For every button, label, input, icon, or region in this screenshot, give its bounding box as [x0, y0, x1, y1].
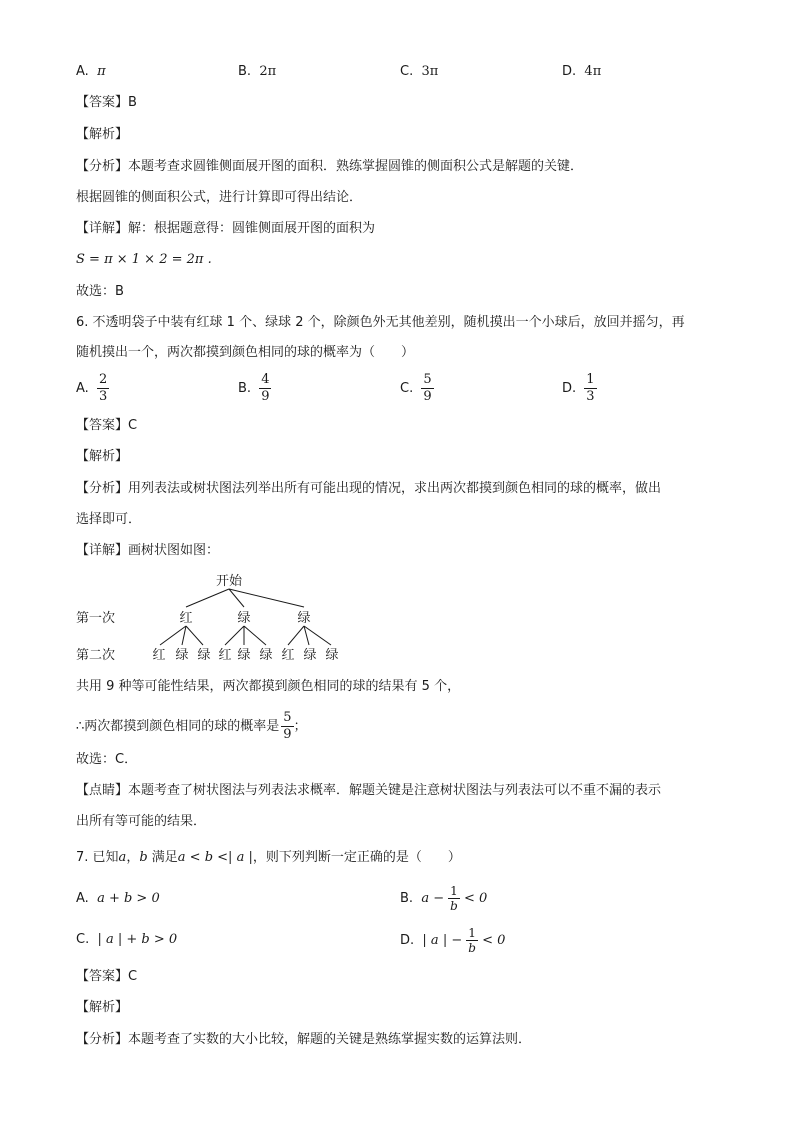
tree-second-8: 绿 — [303, 648, 317, 663]
tree-edge-2-3 — [244, 626, 266, 645]
q5-formula: S = π × 1 × 2 = 2π . — [76, 252, 212, 267]
q5-option-a: A. π — [76, 64, 106, 79]
q6-option-a: A. $\frac{2}{3}$ — [76, 372, 108, 404]
q6-stem-line-2: 随机摸出一个，两次都摸到颜色相同的球的概率为（ ） — [76, 345, 415, 360]
tree-second-6: 绿 — [259, 648, 273, 663]
tree-edge-2-1 — [225, 626, 244, 645]
q6-answer: 【答案】C — [76, 418, 138, 433]
q6-fenxi-2: 选择即可． — [76, 512, 142, 527]
q7-option-b: B. a − $\frac{1}{b}$ < 0 — [400, 884, 488, 913]
tree-edge-3-1 — [288, 626, 304, 645]
tree-second-2: 绿 — [175, 648, 189, 663]
q7-stem: 7. 已知a，b 满足a < b <| a |，则下列判断一定正确的是（ ） — [76, 850, 461, 865]
q6-option-d: D. $\frac{1}{3}$ — [562, 372, 595, 404]
q6-result-1: 共用 9 种等可能性结果，两次都摸到颜色相同的球的结果有 5 个， — [76, 679, 461, 694]
q7-option-d: D. | a | − $\frac{1}{b}$ < 0 — [400, 926, 506, 955]
tree-second-9: 绿 — [325, 648, 339, 663]
tree-second-1: 红 — [152, 648, 166, 663]
q7-analysis-heading: 【解析】 — [76, 1000, 129, 1015]
q6-dianjing-2: 出所有等可能的结果． — [76, 814, 207, 829]
q5-analysis-heading: 【解析】 — [76, 127, 129, 142]
q6-result-2: ∴两次都摸到颜色相同的球的概率是 $\frac{5}{9}$ ； — [76, 710, 307, 742]
q6-analysis-heading: 【解析】 — [76, 449, 129, 464]
q6-choose: 故选：C． — [76, 752, 138, 767]
tree-edge-root-1 — [186, 589, 229, 607]
tree-edge-1-3 — [186, 626, 203, 645]
q6-fenxi-1: 【分析】用列表法或树状图法列举出所有可能出现的情况，求出两次都摸到颜色相同的球的概率，做出 — [76, 481, 662, 496]
q5-fenxi-2: 根据圆锥的侧面积公式，进行计算即可得出结论． — [76, 190, 363, 205]
q6-option-c: C. $\frac{5}{9}$ — [400, 372, 432, 404]
q7-option-b-fraction: $\frac{1}{b}$ — [450, 884, 458, 913]
tree-first-3: 绿 — [297, 611, 311, 626]
q6-result-fraction: $\frac{5}{9}$ — [283, 710, 292, 742]
tree-root: 开始 — [215, 574, 243, 589]
q6-option-b: B. $\frac{4}{9}$ — [238, 372, 270, 404]
q7-answer: 【答案】C — [76, 969, 138, 984]
q6-option-d-fraction: $\frac{1}{3}$ — [586, 372, 595, 404]
tree-diagram — [76, 572, 366, 664]
tree-first-1: 红 — [179, 611, 193, 626]
q6-option-a-fraction: $\frac{2}{3}$ — [98, 372, 108, 404]
q6-option-b-fraction: $\frac{4}{9}$ — [261, 372, 270, 404]
q5-option-b: B. 2π — [238, 64, 277, 79]
tree-row1-label: 第一次 — [76, 611, 116, 626]
tree-second-3: 绿 — [197, 648, 211, 663]
q6-dianjing-1: 【点睛】本题考查了树状图法与列表法求概率．解题关键是注意树状图法与列表法可以不重不漏的表示 — [76, 783, 662, 798]
q6-option-c-fraction: $\frac{5}{9}$ — [423, 372, 432, 404]
tree-second-5: 绿 — [237, 648, 251, 663]
q5-option-d: D. 4π — [562, 64, 602, 79]
q7-option-d-fraction: $\frac{1}{b}$ — [468, 926, 476, 955]
q5-fenxi: 【分析】本题考查求圆锥侧面展开图的面积．熟练掌握圆锥的侧面积公式是解题的关键． — [76, 159, 584, 174]
tree-first-2: 绿 — [237, 611, 251, 626]
q5-option-c: C. 3π — [400, 64, 439, 79]
tree-row2-label: 第二次 — [76, 648, 116, 663]
q5-choose: 故选：B — [76, 284, 124, 299]
q6-stem-line-1: 6. 不透明袋子中装有红球 1 个、绿球 2 个，除颜色外无其他差别，随机摸出一个小球后，放回并摇匀，再 — [76, 315, 685, 330]
q5-detail: 【详解】解：根据题意得：圆锥侧面展开图的面积为 — [76, 221, 376, 236]
q7-option-c: C. | a | + b > 0 — [76, 932, 178, 947]
q5-answer: 【答案】B — [76, 95, 137, 110]
q7-option-a: A. a + b > 0 — [76, 891, 160, 906]
tree-second-7: 红 — [281, 648, 295, 663]
q7-fenxi: 【分析】本题考查了实数的大小比较，解题的关键是熟练掌握实数的运算法则． — [76, 1032, 532, 1047]
tree-second-4: 红 — [218, 648, 232, 663]
q6-detail: 【详解】画树状图如图： — [76, 543, 220, 558]
tree-edge-root-3 — [229, 589, 304, 607]
